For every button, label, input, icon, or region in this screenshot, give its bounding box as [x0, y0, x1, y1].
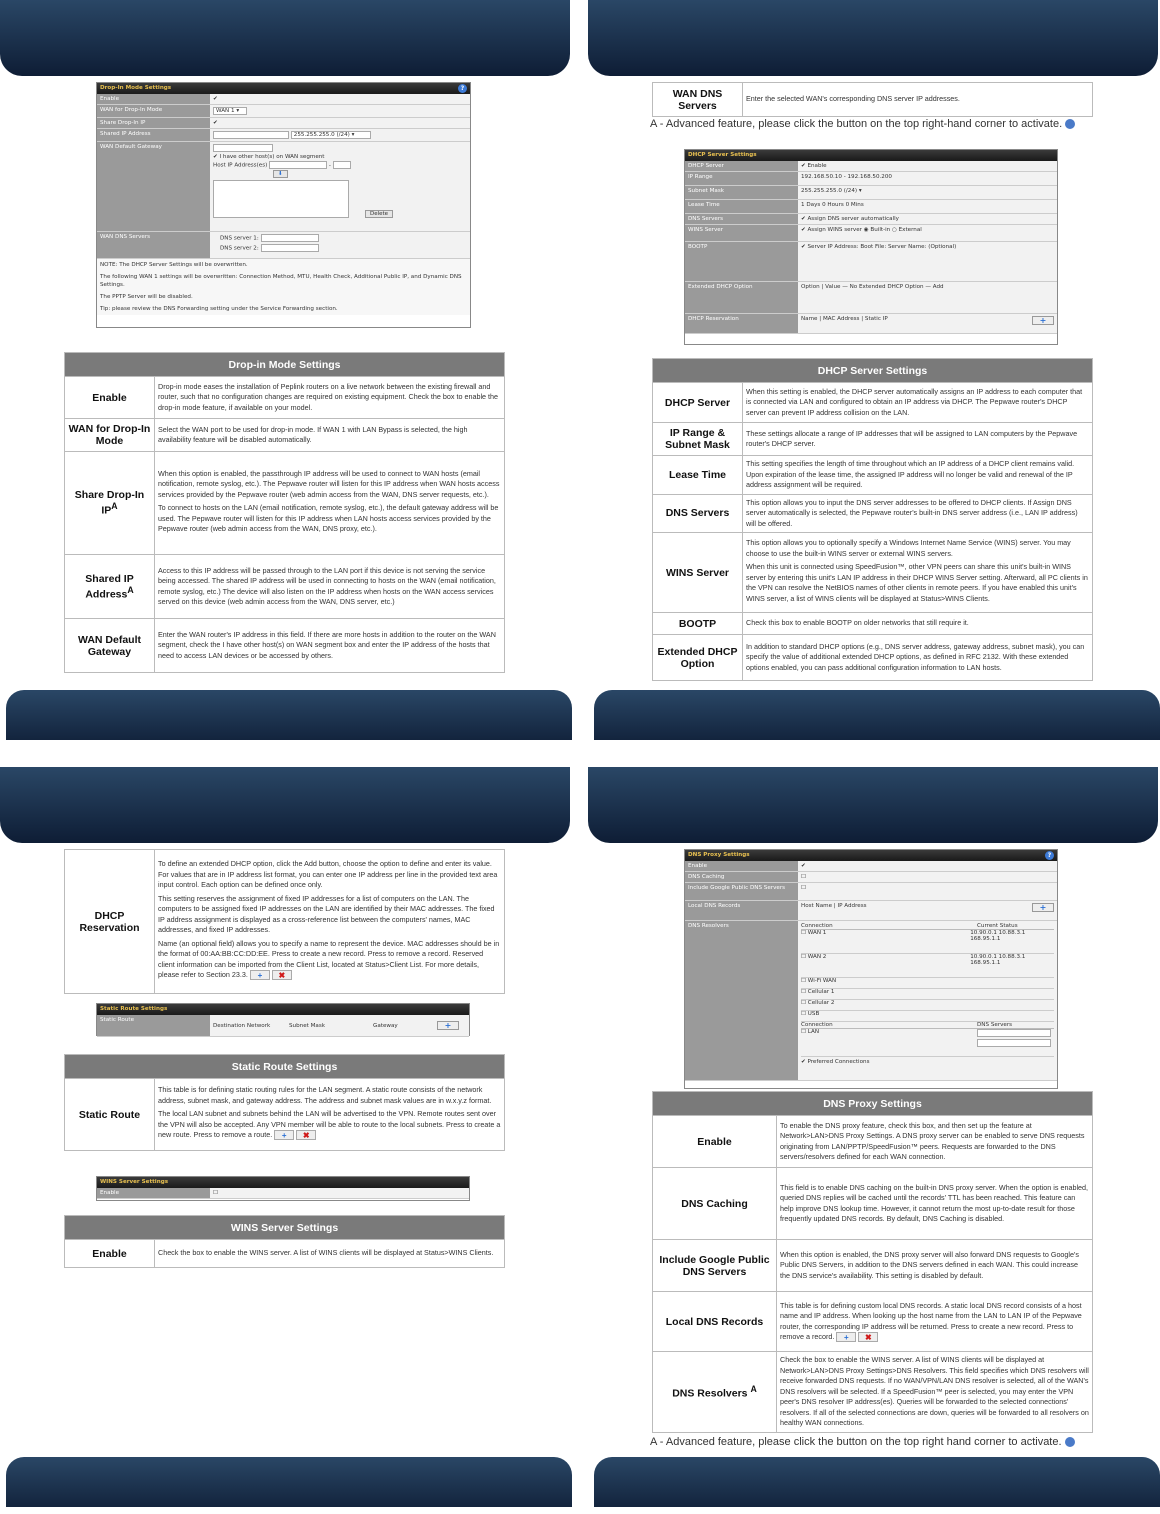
row-key: Lease Time [653, 456, 743, 495]
row-desc [743, 533, 1093, 613]
wins-options[interactable]: ✔ Assign WINS server ◉ Built-in ○ External [798, 225, 1057, 241]
local-records-table[interactable] [798, 901, 1057, 920]
row-label: DHCP Server [685, 161, 798, 171]
row-label: Static Route [97, 1015, 210, 1036]
reservation-table[interactable] [798, 314, 1057, 333]
row-key-text: Local DNS Records [665, 1315, 764, 1328]
row-desc: Access to this IP address will be passed through to the LAN port if this device is not serving the service being accessed. The shared IP address will be used in connecting to hosts on the WAN (email notification, remote syslog, etc.) The device will also listen on the IP address when hosts on the WAN access services served on this device (web admin access from the WAN, DNS server, etc.) [155, 555, 505, 619]
status-text: 10.90.0.1 10.88.3.1 168.95.1.1 [970, 930, 1026, 942]
row-desc: To enable the DNS proxy feature, check this box, and then set up the feature at Network>LAN>DNS Proxy Settings. A DNS proxy server can be enabled to serve DNS requests originating from LAN/PPTP/SpeedFusion™ peers. Requests are forwarded to the DNS servers/resolvers defined for each WAN connection. [777, 1116, 1093, 1168]
row-label: WAN for Drop-In Mode [97, 105, 210, 117]
static-route-screenshot [96, 1003, 470, 1036]
desc-para [158, 1109, 501, 1141]
row-desc: In addition to standard DHCP options (e.g., DNS server address, gateway address, subnet mask), you can specify the value of additional extended DHCP options, as defined in RFC 2132. With these extended options enabled, you can pass additional configuration information to LAN hosts. [743, 635, 1093, 681]
page-header-banner [588, 0, 1158, 76]
lan-checkbox[interactable]: ☐ LAN [801, 1029, 820, 1035]
dns-proxy-screenshot [684, 849, 1058, 1089]
row-key: BOOTP [653, 613, 743, 635]
dns1-input[interactable] [261, 234, 319, 242]
drop-in-settings-screenshot: Drop-In Mode Settings ? Enable ✔ WAN for Drop-In Mode WAN 1 ▾ Share Drop-In IP ✔ Shared IP Address 255.255.255.0 (/24) ▾ WAN Default Gateway ✔ I have other host(s) on WAN segment Host IP Address(es) - ⬇ Delete WAN DNS Servers DNS server 1: DNS server 2: NOTE: The DHCP Server Settings will be overwritten. The following WAN 1 settings will be overwritten: Connection Method, MTU, Health Check, Additional Public IP, and Dynamic DNS Settings. The PPTP Server will be disabled. Tip: please review the DNS Forwarding setting under the Service Forwarding section. [96, 82, 471, 328]
dns-auto-checkbox[interactable]: ✔ Assign DNS server automatically [798, 214, 1057, 224]
advanced-toggle-icon [1065, 1437, 1075, 1447]
row-label: DHCP Reservation [685, 314, 798, 333]
panel-title: DNS Proxy Settings [688, 852, 750, 858]
row-label: Extended DHCP Option [685, 282, 798, 313]
desc-para: This setting reserves the assignment of fixed IP addresses for a list of computers on the LAN. The computers to be assigned fixed IP addresses on the LAN are identified by their MAC addresses. The fixed IP address assignment is displayed as a cross-reference list between the computers' names, MAC addresses, and fixed IP addresses. [158, 893, 495, 935]
wins-server-table [64, 1215, 505, 1268]
drop-in-mode-table [64, 352, 505, 673]
add-icon: + [250, 970, 270, 980]
row-desc [155, 1079, 505, 1151]
shared-ip-input[interactable] [213, 131, 289, 139]
wins-enable-checkbox[interactable]: ☐ [210, 1188, 469, 1198]
row-desc: Drop-in mode eases the installation of Peplink routers on a live network between the existing firewall and router, such that no configuration changes are required on existing equipment. Check the box to enable the drop-in mode feature, if available on your model. [155, 377, 505, 419]
col-header: Destination Network [213, 1022, 271, 1029]
desc-para: This option allows you to optionally specify a Windows Internet Name Service (WINS) server. You may choose to use the built-in WINS server or external WINS servers. [746, 538, 1071, 558]
row-key: DHCP Reservation [65, 850, 155, 994]
row-label: WAN Default Gateway [97, 142, 210, 231]
page-3 [0, 767, 572, 1507]
host-ip-end-input[interactable] [333, 161, 351, 169]
row-label: IP Range [685, 172, 798, 185]
mask-select[interactable]: 255.255.255.0 (/24) ▾ [291, 131, 371, 139]
desc-para: To define an extended DHCP option, click the Add button, choose the option to define and enter its value. For values that are in IP address list format, you can enter one IP address per line in the provided text area input control. Each option can be defined once only. [158, 859, 498, 890]
col-header: Connection [801, 1022, 833, 1028]
host-list-textarea[interactable] [213, 180, 349, 218]
desc-para: To connect to hosts on the LAN (email notification, remote syslog, etc.), the default gateway address will be used. The Pepwave router will listen for this IP address when LAN hosts access services provided by the Pepwave router (web admin access from the WAN, DNS proxy, etc.). [158, 503, 499, 533]
row-desc: Enter the selected WAN's corresponding DNS server IP addresses. [743, 83, 1093, 117]
note-text: A - Advanced feature, please click the button on the top right hand corner to activate. [650, 1436, 1062, 1448]
dns-caching-checkbox[interactable]: ☐ [798, 872, 1057, 882]
subnet-select[interactable]: 255.255.255.0 (/24) ▾ [798, 186, 1057, 199]
page-footer-banner [594, 1457, 1160, 1507]
page-2 [588, 0, 1160, 740]
desc-text: This table is for defining custom local DNS records. A static local DNS record consists of a host name and IP address. When looking up the host name from the LAN to LAN IP of the Pepwave router, the corresponding IP address will be returned. Press to create a new record. Press to remove a record. [780, 1300, 1082, 1341]
wan1-checkbox[interactable]: ☐ WAN 1 [801, 930, 827, 936]
col-header: Subnet Mask [289, 1022, 326, 1029]
row-key: DNS Servers [653, 494, 743, 533]
note-text: Tip: please review the DNS Forwarding setting under the Service Forwarding section. [100, 306, 338, 312]
desc-para [158, 939, 501, 981]
other-hosts-checkbox[interactable]: ✔ I have other host(s) on WAN segment [213, 154, 325, 160]
row-key [653, 1292, 777, 1352]
desc-para: When this unit is connected using SpeedFusion™, other VPN peers can share this unit's built-in WINS server by entering this unit's LAN IP address in their DHCP WINS Server setting. Afterward, all PC clients in the VPN can resolve the NetBIOS names of other clients in remote peers. If you have enabled this unit's WINS server, a list of WINS clients will be displayed at Status>WINS Clients. [746, 562, 1088, 603]
panel-title: DHCP Server Settings [688, 152, 757, 158]
dns1-label: DNS server 1: [220, 235, 259, 242]
row-label: Share Drop-In IP [97, 118, 210, 128]
table-title: DNS Proxy Settings [653, 1092, 1093, 1116]
row-key-text: DNS Resolvers [672, 1387, 748, 1400]
enable-checkbox[interactable]: ✔ [210, 94, 470, 104]
wan-dns-table [652, 82, 1093, 117]
row-desc: Check the box to enable the WINS server. A list of WINS clients will be displayed at Network>LAN>DNS Proxy Settings>DNS Resolvers. This field specifies which DNS resolvers will receive forwarded DNS requests. If no WAN/VPN/LAN DNS resolver is selected, all of the WAN's DNS resolvers will be selected. If a SpeedFusion™ peer is selected, you may enter the VPN peer's DNS resolver IP address(es). Queries will be forwarded to the selected connections' resolvers. If all of the selected connections are down, queries will be forwarded to all resolvers on healthy WAN connections. [777, 1352, 1093, 1433]
row-key: IP Range & Subnet Mask [653, 423, 743, 456]
help-icon[interactable]: ? [458, 84, 467, 93]
remove-icon: ✖ [296, 1130, 316, 1140]
row-key [653, 1352, 777, 1433]
note-text: The following WAN 1 settings will be overwritten: Connection Method, MTU, Health Check, Additional Public IP, and Dynamic DNS Settings. [100, 274, 462, 288]
row-label: Local DNS Records [685, 901, 798, 920]
row-desc: Check the box to enable the WINS server. A list of WINS clients will be displayed at Status>WINS Clients. [155, 1240, 505, 1268]
dns2-label: DNS server 2: [220, 245, 259, 252]
row-desc: This field is to enable DNS caching on the built-in DNS proxy server. When the option is enabled, queried DNS replies will be cached until the records' TTL has been reached. This feature can help improve DNS lookup time. However, it cannot return the most up-to-date result for those frequently updated DNS records. By default, DNS Caching is disabled. [777, 1168, 1093, 1240]
row-desc: Check this box to enable BOOTP on older networks that still require it. [743, 613, 1093, 635]
dhcp-reservation-table [64, 849, 505, 994]
delete-button[interactable]: Delete [365, 210, 393, 218]
add-route-button[interactable]: + [437, 1021, 459, 1030]
row-key-text: Share Drop-In IP [74, 489, 145, 517]
row-label: Subnet Mask [685, 186, 798, 199]
row-desc: This option allows you to input the DNS server addresses to be offered to DHCP clients. If Assign DNS server automatically is selected, the Pepwave router's built-in DNS server address (i.e., LAN IP address) will be offered. [743, 494, 1093, 533]
extended-option-table[interactable]: Option | Value — No Extended DHCP Option — Add [798, 282, 1057, 313]
add-host-button[interactable]: ⬇ [273, 170, 288, 178]
row-label: Shared IP Address [97, 129, 210, 141]
row-key: WAN for Drop-In Mode [65, 419, 155, 452]
row-desc [155, 452, 505, 555]
row-desc: This setting specifies the length of time throughout which an IP address of a DHCP client remains valid. Upon expiration of the lease time, the assigned IP address will no longer be valid and renewal of the IP address assignment will be required. [743, 456, 1093, 495]
row-key: Enable [65, 377, 155, 419]
panel-title: Drop-In Mode Settings [100, 85, 172, 91]
host-ip-input[interactable] [269, 161, 327, 169]
row-key [65, 555, 155, 619]
row-key: WAN DNS Servers [653, 83, 743, 117]
desc-text: The local LAN subnet and subnets behind the LAN will be advertised to the VPN. Remote routes sent over the VPN will also be accepted. Any VPN member will be able to route to the local subnets. Press to create a new route. Press to remove a route. [158, 1109, 501, 1140]
row-key: WAN Default Gateway [65, 619, 155, 673]
table-title: DHCP Server Settings [653, 359, 1093, 383]
row-label: Enable [685, 861, 798, 871]
advanced-feature-note [650, 1436, 1075, 1448]
desc-para: When this option is enabled, the passthrough IP address will be used to connect to WAN hosts (email notification, remote syslog, etc.). The Pepwave router will listen for this IP address when WAN hosts access services provided by the Pepwave router (web admin access from the WAN, DNS server requests, etc.). [158, 468, 500, 499]
add-reservation-button[interactable]: + [1032, 316, 1054, 325]
row-key: Enable [653, 1116, 777, 1168]
row-key: Extended DHCP Option [653, 635, 743, 681]
note-text: A - Advanced feature, please click the button on the top right-hand corner to activate. [650, 118, 1063, 130]
cellular2-checkbox[interactable]: ☐ Cellular 2 [801, 1000, 1054, 1011]
col-header: Gateway [373, 1022, 398, 1029]
row-label: Enable [97, 1188, 210, 1198]
help-icon[interactable]: ? [1045, 851, 1054, 860]
table-title: WINS Server Settings [65, 1216, 505, 1240]
gateway-input[interactable] [213, 144, 273, 152]
google-dns-checkbox[interactable]: ☐ [798, 883, 1057, 900]
page-footer-banner [6, 690, 572, 740]
lan-dns-input[interactable] [977, 1039, 1051, 1047]
row-label: DNS Servers [685, 214, 798, 224]
page-header-banner [0, 0, 570, 76]
advanced-marker: A [111, 501, 118, 512]
row-key [65, 452, 155, 555]
panel-title: Static Route Settings [100, 1006, 168, 1012]
row-desc: Select the WAN port to be used for drop-in mode. If WAN 1 with LAN Bypass is selected, the high availability feature will be disabled automatically. [155, 419, 505, 452]
usb-checkbox[interactable]: ☐ USB [801, 1011, 1054, 1022]
add-record-button[interactable]: + [1032, 903, 1054, 912]
dns-proxy-table [652, 1091, 1093, 1433]
wan-select[interactable]: WAN 1 ▾ [213, 107, 247, 115]
wan2-checkbox[interactable]: ☐ WAN 2 [801, 954, 827, 960]
page-4 [588, 767, 1160, 1507]
page-footer-banner [594, 690, 1160, 740]
row-label: WAN DNS Servers [97, 232, 210, 258]
add-icon: + [274, 1130, 294, 1140]
col-header: Current Status [977, 923, 1018, 929]
advanced-toggle-icon [1065, 119, 1075, 129]
row-label: DNS Resolvers [685, 921, 798, 1080]
lan-dns-input[interactable] [977, 1029, 1051, 1037]
row-label: DNS Caching [685, 872, 798, 882]
static-route-table [64, 1054, 505, 1151]
wins-settings-screenshot [96, 1176, 470, 1201]
panel-title: WINS Server Settings [100, 1179, 169, 1185]
lease-time-inputs[interactable]: 1 Days 0 Hours 0 Mins [798, 200, 1057, 213]
table-title: Static Route Settings [65, 1055, 505, 1079]
dns2-input[interactable] [261, 244, 319, 252]
row-desc: Enter the WAN router's IP address in this field. If there are more hosts in addition to the router on the WAN segment, check the I have other host(s) on WAN segment box and enter the IP address of the hosts that need to access LAN devices or be accessed by others. [155, 619, 505, 673]
page-header-banner [588, 767, 1158, 843]
remove-icon: ✖ [858, 1332, 878, 1342]
share-ip-checkbox[interactable]: ✔ [210, 118, 470, 128]
desc-text: Name (an optional field) allows you to specify a name to represent the device. MAC addresses should be in the format of 00:AA:BB:CC:DD:EE. Press to create a new record. Press to remove a record. Reserved client information can be imported from the Client List, located at Status>Client List. For more details, please refer to Section 23.3. [158, 938, 500, 980]
proxy-enable-checkbox[interactable]: ✔ [798, 861, 1057, 871]
table-title: Drop-in Mode Settings [65, 353, 505, 377]
reservation-columns: Name | MAC Address | Static IP [801, 316, 888, 322]
row-key: DHCP Server [653, 383, 743, 423]
row-label: BOOTP [685, 242, 798, 281]
dhcp-enable-checkbox[interactable]: ✔ Enable [798, 161, 1057, 171]
host-ip-label: Host IP Address(es) [213, 162, 268, 169]
row-desc: These settings allocate a range of IP addresses that will be assigned to LAN computers by the Pepwave router's DHCP server. [743, 423, 1093, 456]
row-key: Include Google Public DNS Servers [653, 1240, 777, 1292]
row-key: Static Route [65, 1079, 155, 1151]
row-desc [155, 850, 505, 994]
page-1 [0, 0, 572, 740]
advanced-feature-note [650, 118, 1075, 130]
row-key-text: Shared IP Address [85, 572, 134, 601]
note-text: NOTE: The DHCP Server Settings will be overwritten. [100, 262, 248, 268]
page-header-banner [0, 767, 570, 843]
note-text: The PPTP Server will be disabled. [100, 294, 193, 300]
remove-icon: ✖ [272, 970, 292, 980]
row-label: WINS Server [685, 225, 798, 241]
page-footer-banner [6, 1457, 572, 1507]
advanced-marker: A [750, 1384, 757, 1394]
cellular1-checkbox[interactable]: ☐ Cellular 1 [801, 989, 1054, 1000]
row-key: WINS Server [653, 533, 743, 613]
col-header: DNS Servers [977, 1022, 1013, 1028]
preferred-connections-checkbox[interactable]: ✔ Preferred Connections [801, 1059, 870, 1065]
records-columns: Host Name | IP Address [801, 903, 867, 909]
row-label: Enable [97, 94, 210, 104]
row-label: Lease Time [685, 200, 798, 213]
row-label: Include Google Public DNS Servers [685, 883, 798, 900]
desc-para: This table is for defining static routing rules for the LAN segment. A static route consists of the network address, subnet mask, and gateway address. The address and subnet mask values are in w.x.y.z format. [158, 1085, 492, 1105]
row-desc: When this option is enabled, the DNS proxy server will also forward DNS requests to Google's Public DNS Servers, in addition to the DNS servers defined in each WAN. This could increase the DNS service's availability. This setting is disabled by default. [777, 1240, 1093, 1292]
wifi-wan-checkbox[interactable]: ☐ Wi-Fi WAN [801, 978, 1054, 989]
col-header: Connection [801, 923, 833, 929]
row-desc [777, 1292, 1093, 1352]
dhcp-settings-screenshot [684, 149, 1058, 345]
row-key: Enable [65, 1240, 155, 1268]
dhcp-server-table [652, 358, 1093, 681]
ip-range-inputs[interactable]: 192.168.50.10 - 192.168.50.200 [798, 172, 1057, 185]
row-key: DNS Caching [653, 1168, 777, 1240]
status-text: 10.90.0.1 10.88.3.1 168.95.1.1 [970, 954, 1026, 966]
advanced-marker: A [127, 584, 134, 595]
row-desc: When this setting is enabled, the DHCP server automatically assigns an IP address to each computer that is connected via LAN and configured to obtain an IP address via DHCP. The Pepwave router's DHCP server can prevent IP address collision on the LAN. [743, 383, 1093, 423]
add-icon: + [836, 1332, 856, 1342]
bootp-options[interactable]: ✔ Server IP Address: Boot File: Server Name: (Optional) [798, 242, 1057, 281]
